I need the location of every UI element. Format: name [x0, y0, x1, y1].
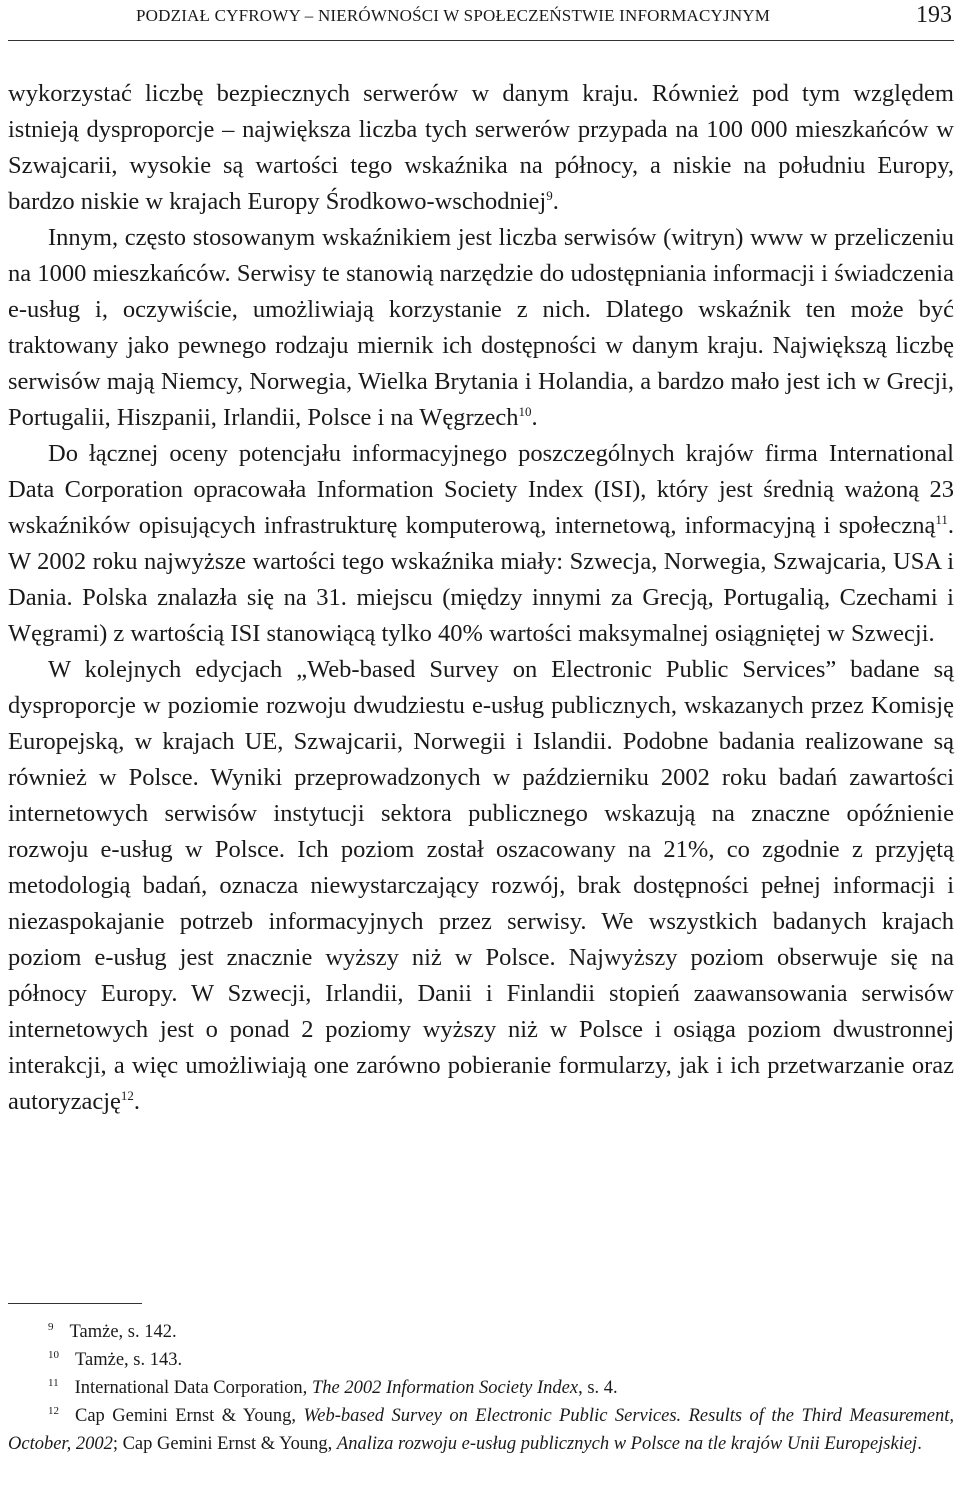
footnote-12-author-2: ; Cap Gemini Ernst & Young, [112, 1434, 337, 1454]
footnote-11-number: 11 [48, 1377, 59, 1389]
book-page [8, 0, 954, 1491]
paragraph-3 [8, 436, 954, 652]
footnote-10-number: 10 [48, 1349, 59, 1361]
paragraph-4 [8, 652, 954, 1120]
footnote-ref-11[interactable]: 11 [935, 512, 948, 527]
footnote-12-title-2: Analiza rozwoju e-usług publicznych w Polsce na tle krajów Unii Europejskiej [336, 1434, 918, 1454]
footnote-9 [8, 1318, 954, 1346]
paragraph-1 [8, 76, 954, 220]
footnote-12-author-1: Cap Gemini Ernst & Young, [75, 1406, 304, 1426]
footnote-12-number: 12 [48, 1405, 59, 1417]
footnote-ref-12[interactable]: 12 [120, 1088, 134, 1103]
paragraph-2 [8, 220, 954, 436]
footnote-11-author: International Data Corporation, [74, 1378, 312, 1398]
footnote-12-end: . [917, 1434, 922, 1454]
running-title: PODZIAŁ CYFROWY – NIERÓWNOŚCI W SPOŁECZEŃSTWIE INFORMACYJNYM [136, 6, 771, 25]
footnote-11-page: , s. 4. [578, 1378, 618, 1398]
footnote-ref-9[interactable]: 9 [546, 188, 553, 203]
footnote-ref-10[interactable]: 10 [518, 404, 532, 419]
footnote-12-title-1: Web-based Survey on Electronic Public Services. Results of the Third Measurement, October, 2002 [8, 1406, 955, 1454]
footnote-9-number: 9 [48, 1321, 54, 1333]
running-header [8, 0, 954, 41]
paragraph-2-text: Innym, często stosowanym wskaźnikiem jest liczba serwisów (witryn) www w przeliczeniu na 1000 mieszkańców. Serwisy te stanowią narzędzie do udostępniania informacji i świadczenia e-usług i, oczywiście, umożliwiają korzystanie z nich. Dlatego wskaźnik ten może być traktowany jako pewnego rodzaju miernik ich dostępności w danym kraju. Największą liczbę serwisów mają Niemcy, Norwegia, Wielka Brytania i Holandia, a bardzo mało jest ich w Grecji, Portugalii, Hiszpanii, Irlandii, Polsce i na Węgrzech [8, 224, 954, 431]
paragraph-3-text-a: Do łącznej oceny potencjału informacyjnego poszczególnych krajów firma International Data Corporation opracowała Information Society Index (ISI), który jest średnią ważoną 23 wskaźników opisujących infrastrukturę komputerową, internetową, informacyjną i społeczną [8, 440, 954, 539]
footnotes [8, 1318, 954, 1458]
paragraph-1-end: . [552, 188, 559, 215]
paragraph-3-text-b: . W 2002 roku najwyższe wartości tego wskaźnika miały: Szwecja, Norwegia, Szwajcaria, USA i Dania. Polska znalazła się na 31. miejscu (między innymi za Grecją, Portugalią, Czechami i Węgrami) z wartością ISI stanowiącą tylko 40% wartości maksymalnej osiągniętej w Szwecji. [8, 512, 954, 647]
footnote-10-text: Tamże, s. 143. [75, 1350, 183, 1370]
body-text [8, 76, 954, 1120]
paragraph-4-text: W kolejnych edycjach „Web-based Survey on Electronic Public Services” badane są dysproporcje w poziomie rozwoju dwudziestu e-usług publicznych, wskazanych przez Komisję Europejską, w krajach UE, Szwajcarii, Norwegii i Islandii. Podobne badania realizowane są również w Polsce. Wyniki przeprowadzonych w październiku 2002 roku badań zawartości internetowych serwisów instytucji sektora publicznego wskazują na znaczne opóźnienie rozwoju e-usług w Polsce. Ich poziom został oszacowany na 21%, co zgodnie z przyjętą metodologią badań, oznacza niewystarczający rozwój, brak dostępności pełnej informacji i niezaspokajanie potrzeb informacyjnych przez serwisy. We wszystkich badanych krajach poziom e-usług jest znacznie wyższy niż w Polsce. Najwyższy poziom obserwuje się na północy Europy. W Szwecji, Irlandii, Danii i Finlandii stopień zaawansowania serwisów internetowych jest o ponad 2 poziomy wyższy niż w Polsce i osiąga poziom dwustronnej interakcji, a więc umożliwiają one zarówno pobieranie formularzy, jak i ich przetwarzanie oraz autoryzację [8, 656, 954, 1115]
paragraph-2-end: . [531, 404, 538, 431]
footnote-9-text: Tamże, s. 142. [69, 1322, 177, 1342]
footnote-10 [8, 1346, 954, 1374]
footnote-12 [8, 1402, 954, 1458]
paragraph-1-text: wykorzystać liczbę bezpiecznych serwerów w danym kraju. Również pod tym względem istnieją dysproporcje – największa liczba tych serwerów przypada na 100 000 mieszkańców w Szwajcarii, wysokie są wartości tego wskaźnika na północy, a niskie na południu Europy, bardzo niskie w krajach Europy Środkowo-wschodniej [8, 80, 954, 215]
footnote-11 [8, 1374, 954, 1402]
footnote-separator [8, 1303, 142, 1304]
page-number: 193 [916, 2, 952, 28]
paragraph-4-end: . [133, 1088, 141, 1115]
footnote-11-title: The 2002 Information Society Index [311, 1378, 579, 1398]
